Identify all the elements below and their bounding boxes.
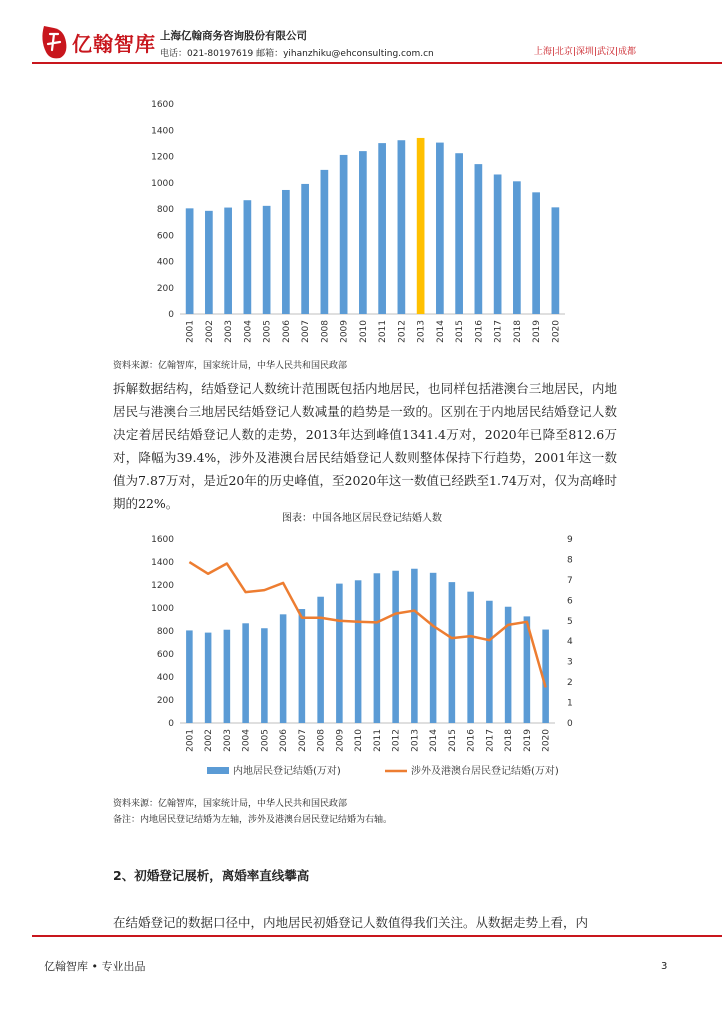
- y-right-tick-label: 6: [567, 596, 573, 607]
- paragraph-1: 拆解数据结构，结婚登记人数统计范围既包括内地居民，也同样包括港澳台三地居民，内地居民与港澳台三地居民结婚登记人数减量的趋势是一致的。区别在于内地居民结婚登记人数决定着居民结婚登记人数的走势，2013年达到峰值1341.4万对，2020年已降至812.6万对，降幅为39.4%，涉外及港澳台居民结婚登记人数则整体保持下行趋势，2001年这一数值为7.87万对，是近20年的历史峰值，至2020年这一数值已经跌至1.74万对，仅为高峰时期的22%。: [113, 381, 617, 511]
- y-left-tick-label: 1000: [151, 604, 174, 614]
- bar: [455, 153, 463, 314]
- x-tick-label: 2018: [512, 320, 523, 343]
- bar: [321, 170, 329, 314]
- footer-brand: 亿翰智库 • 专业出品: [44, 960, 146, 973]
- bar: [336, 584, 343, 723]
- x-tick-label: 2016: [466, 729, 477, 752]
- footer-divider: [32, 935, 722, 937]
- bar: [392, 571, 399, 723]
- x-tick-label: 2003: [222, 729, 233, 752]
- logo-mark-icon: [38, 22, 70, 62]
- bar: [359, 151, 367, 314]
- y-tick-label: 400: [156, 257, 174, 268]
- y-right-tick-label: 8: [567, 555, 573, 566]
- y-left-tick-label: 0: [168, 719, 174, 729]
- y-right-tick-label: 4: [567, 637, 573, 648]
- y-tick-label: 0: [168, 310, 174, 320]
- x-tick-label: 2015: [455, 320, 466, 343]
- y-tick-label: 1200: [151, 152, 174, 163]
- bar: [282, 190, 290, 314]
- bar: [398, 140, 406, 314]
- bar: [205, 633, 212, 723]
- x-tick-label: 2007: [297, 729, 308, 752]
- x-tick-label: 2008: [320, 320, 331, 343]
- x-tick-label: 2018: [504, 729, 515, 752]
- y-tick-label: 1600: [151, 100, 174, 110]
- bar: [263, 206, 271, 314]
- page-header: [0, 0, 724, 70]
- bar: [301, 184, 309, 314]
- city-list: 上海|北京|深圳|武汉|成都: [533, 47, 636, 57]
- bar: [513, 181, 521, 314]
- x-tick-label: 2011: [372, 729, 383, 752]
- bar: [280, 614, 287, 723]
- legend-bar-swatch: [207, 767, 229, 774]
- x-tick-label: 2012: [391, 729, 402, 752]
- y-right-tick-label: 3: [567, 657, 573, 668]
- x-tick-label: 2007: [301, 320, 312, 343]
- y-right-tick-label: 0: [567, 719, 573, 729]
- chart2-source: 资料来源：亿翰智库，国家统计局，中华人民共和国民政部: [113, 799, 348, 809]
- x-tick-label: 2004: [241, 729, 252, 752]
- header-divider: [32, 62, 722, 64]
- x-tick-label: 2010: [354, 729, 365, 752]
- x-tick-label: 2002: [204, 729, 215, 752]
- chart2-title: 图表：中国各地区居民登记结婚人数: [282, 513, 442, 524]
- y-left-tick-label: 400: [156, 673, 174, 683]
- bar: [224, 208, 232, 314]
- x-tick-label: 2019: [532, 320, 543, 343]
- bar: [186, 630, 193, 723]
- x-tick-label: 2012: [397, 320, 408, 343]
- x-tick-label: 2011: [378, 320, 389, 343]
- x-tick-label: 2005: [262, 320, 273, 343]
- bar: [205, 211, 213, 314]
- bar: [436, 143, 444, 314]
- bar: [449, 582, 456, 723]
- x-tick-label: 2010: [358, 320, 369, 343]
- bar: [299, 609, 306, 723]
- x-tick-label: 2001: [185, 729, 196, 752]
- bar: [486, 601, 493, 723]
- chart-marriage-by-region: [135, 530, 585, 790]
- legend-line-label: 涉外及港澳台居民登记结婚(万对): [411, 766, 559, 777]
- section-title: 2、初婚登记展析，离婚率直线攀高: [113, 868, 310, 883]
- bar: [552, 207, 560, 314]
- chart2-note: 备注：内地居民登记结婚为左轴，涉外及港澳台居民登记结婚为右轴。: [113, 815, 393, 825]
- bar: [317, 597, 324, 723]
- bar: [242, 623, 249, 723]
- y-left-tick-label: 1200: [151, 581, 174, 591]
- y-right-tick-label: 1: [567, 698, 573, 709]
- x-tick-label: 2014: [429, 729, 440, 752]
- x-tick-label: 2013: [410, 729, 421, 752]
- x-tick-label: 2013: [416, 320, 427, 343]
- x-tick-label: 2009: [339, 320, 350, 343]
- bar: [494, 174, 502, 314]
- y-left-tick-label: 800: [156, 627, 174, 637]
- y-left-tick-label: 1400: [151, 558, 174, 568]
- bar: [186, 208, 194, 314]
- company-name: 上海亿翰商务咨询股份有限公司: [160, 30, 307, 42]
- bar: [475, 164, 483, 314]
- x-tick-label: 2001: [185, 320, 196, 343]
- bar: [374, 573, 381, 723]
- bar: [244, 200, 252, 314]
- x-tick-label: 2019: [522, 729, 533, 752]
- page-number: 3: [661, 961, 668, 972]
- bar: [378, 143, 386, 314]
- x-tick-label: 2008: [316, 729, 327, 752]
- x-tick-label: 2016: [474, 320, 485, 343]
- x-tick-label: 2004: [243, 320, 254, 343]
- logo-text: 亿翰智库: [72, 32, 156, 56]
- logo: [38, 22, 158, 62]
- bar: [417, 138, 425, 314]
- x-tick-label: 2003: [224, 320, 235, 343]
- x-tick-label: 2002: [204, 320, 215, 343]
- y-tick-label: 1000: [151, 178, 174, 189]
- x-tick-label: 2005: [260, 729, 271, 752]
- y-tick-label: 800: [156, 205, 174, 215]
- bar: [411, 569, 418, 723]
- y-left-tick-label: 200: [156, 696, 174, 706]
- x-tick-label: 2020: [551, 320, 562, 343]
- paragraph-2: 在结婚登记的数据口径中，内地居民初婚登记人数值得我们关注。从数据走势上看，内: [113, 915, 589, 930]
- y-right-tick-label: 9: [567, 535, 573, 545]
- y-left-tick-label: 600: [156, 650, 174, 660]
- x-tick-label: 2006: [281, 320, 292, 343]
- x-tick-label: 2020: [541, 729, 552, 752]
- y-right-tick-label: 7: [567, 575, 573, 586]
- y-tick-label: 200: [156, 283, 174, 294]
- x-tick-label: 2017: [493, 320, 504, 343]
- y-right-tick-label: 5: [567, 616, 573, 627]
- chart1-source: 资料来源：亿翰智库，国家统计局，中华人民共和国民政部: [113, 361, 348, 371]
- x-tick-label: 2014: [435, 320, 446, 343]
- bar: [224, 630, 231, 723]
- y-left-tick-label: 1600: [151, 535, 174, 545]
- y-tick-label: 600: [156, 231, 174, 242]
- contact-info: 电话：021-80197619 邮箱：yihanzhiku@ehconsulting.com.cn: [160, 49, 434, 59]
- bar: [532, 192, 540, 314]
- x-tick-label: 2006: [279, 729, 290, 752]
- bar: [261, 628, 268, 723]
- x-tick-label: 2017: [485, 729, 496, 752]
- bar: [430, 573, 437, 723]
- y-right-tick-label: 2: [567, 678, 573, 689]
- legend-bar-label: 内地居民登记结婚(万对): [233, 766, 341, 777]
- x-tick-label: 2009: [335, 729, 346, 752]
- bar: [340, 155, 348, 314]
- x-tick-label: 2015: [447, 729, 458, 752]
- y-tick-label: 1400: [151, 126, 174, 137]
- bar: [467, 592, 474, 723]
- bar: [355, 580, 362, 723]
- chart-marriage-registrations: [135, 92, 575, 352]
